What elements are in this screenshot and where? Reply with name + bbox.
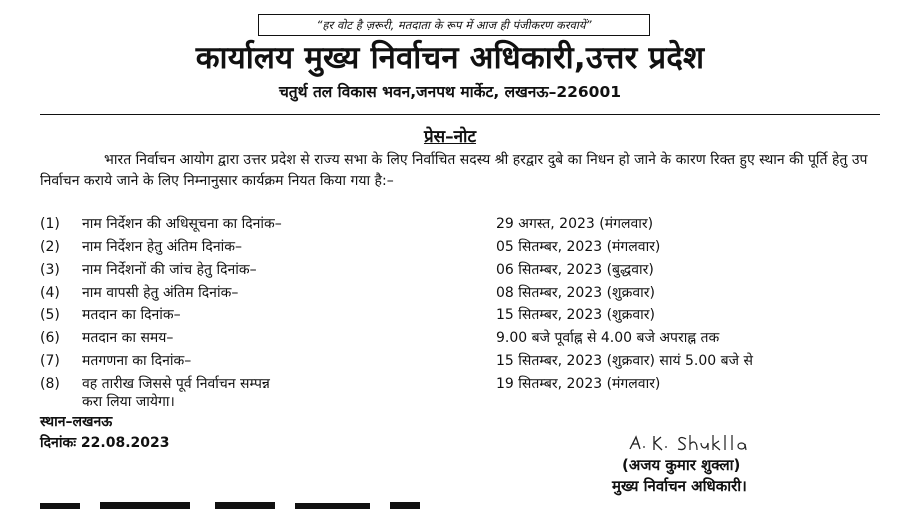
press-note-body: [40, 150, 878, 192]
schedule-value: 05 सितम्बर, 2023 (मंगलवार): [496, 239, 661, 255]
header-divider: [40, 114, 880, 115]
signatory-title: मुख्य निर्वाचन अधिकारी।: [612, 477, 747, 495]
schedule-label: नाम निर्देशनों की जांच हेतु दिनांक–: [82, 262, 257, 278]
schedule-number: (6): [40, 330, 60, 346]
schedule-label: मतदान का दिनांक–: [82, 307, 181, 323]
slogan-box: “हर वोट है ज़रूरी, मतदाता के रूप में आज ही पंजीकरण करवायें”: [258, 14, 650, 36]
office-title: कार्यालय मुख्य निर्वाचन अधिकारी,उत्तर प्रदेश: [195, 40, 705, 76]
date: दिनांकः 22.08.2023: [40, 435, 170, 451]
schedule-label: नाम निर्देशन की अधिसूचना का दिनांक–: [82, 216, 282, 232]
place: स्थान–लखनऊ: [40, 414, 113, 430]
schedule-label: नाम वापसी हेतु अंतिम दिनांक–: [82, 285, 239, 301]
schedule-value: 19 सितम्बर, 2023 (मंगलवार): [496, 376, 661, 392]
office-address: चतुर्थ तल विकास भवन,जनपथ मार्केट, लखनऊ–226001: [278, 83, 622, 101]
schedule-label: मतदान का समय–: [82, 330, 174, 346]
signature-scribble: [628, 432, 778, 454]
schedule-number: (8): [40, 376, 60, 392]
schedule-label: नाम निर्देशन हेतु अंतिम दिनांक–: [82, 239, 242, 255]
schedule-value: 08 सितम्बर, 2023 (शुक्रवार): [496, 285, 655, 301]
press-note-body-text: भारत निर्वाचन आयोग द्वारा उत्तर प्रदेश से राज्य सभा के लिए निर्वाचित सदस्य श्री हरद्वार दुबे का निधन हो जाने के कारण रिक्त हुए स्थान की पूर्ति हेतु उप निर्वाचन कराये जाने के लिए निम्नानुसार कार्यक्रम नियत किया गया है:–: [40, 152, 868, 189]
schedule-number: (2): [40, 239, 60, 255]
schedule-number: (1): [40, 216, 60, 232]
schedule-number: (7): [40, 353, 60, 369]
schedule-value: 06 सितम्बर, 2023 (बुद्धवार): [496, 262, 654, 278]
schedule-value: 9.00 बजे पूर्वाह्न से 4.00 बजे अपराह्न तक: [496, 330, 720, 346]
schedule-value: 15 सितम्बर, 2023 (शुक्रवार) सायं 5.00 बजे से: [496, 353, 753, 369]
schedule-number: (3): [40, 262, 60, 278]
schedule-number: (4): [40, 285, 60, 301]
schedule-value: 29 अगस्त, 2023 (मंगलवार): [496, 216, 654, 232]
press-note-heading: प्रेस–नोट: [423, 127, 477, 147]
schedule-label: वह तारीख जिससे पूर्व निर्वाचन सम्पन्न: [82, 376, 270, 392]
schedule-value: 15 सितम्बर, 2023 (शुक्रवार): [496, 307, 655, 323]
schedule-label-continued: करा लिया जायेगा।: [82, 394, 175, 410]
signatory-name: (अजय कुमार शुक्ला): [622, 456, 741, 474]
schedule-label: मतगणना का दिनांक–: [82, 353, 192, 369]
schedule-number: (5): [40, 307, 60, 323]
cut-off-next-line: [40, 494, 460, 502]
